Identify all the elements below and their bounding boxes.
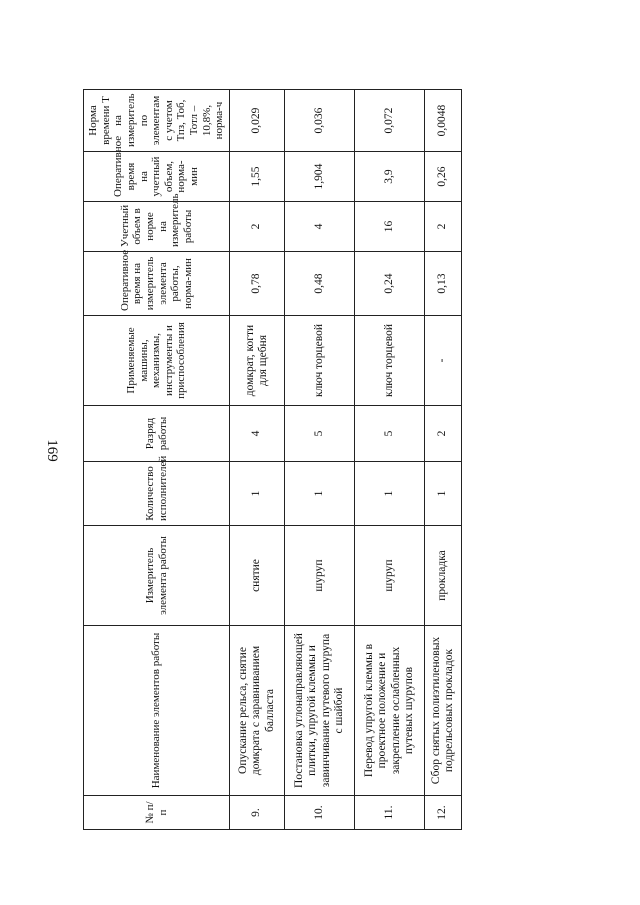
header-op-volume: Оперативное время на учетный объем, норма-мин — [84, 152, 230, 202]
cell-norm: 0,036 — [285, 90, 355, 152]
table-row — [230, 90, 285, 830]
cell-workers: 1 — [355, 462, 425, 526]
header-op-time: Оперативное время на измеритель элемента работы, норма-мин — [84, 252, 230, 316]
cell-op-volume: 3,9 — [355, 152, 425, 202]
cell-name: Перевод упругой клеммы в проектное положение и закрепление ослабленных путевых шурупов — [355, 626, 425, 796]
cell-tools: - — [425, 316, 462, 406]
cell-op-volume: 1,55 — [230, 152, 285, 202]
table-row — [425, 90, 462, 830]
cell-workers: 1 — [425, 462, 462, 526]
cell-num: 11. — [355, 796, 425, 830]
work-elements-table — [83, 89, 462, 830]
cell-op-volume: 1,904 — [285, 152, 355, 202]
cell-volume: 16 — [355, 202, 425, 252]
cell-op-time: 0,48 — [285, 252, 355, 316]
table-row — [355, 90, 425, 830]
cell-norm: 0,029 — [230, 90, 285, 152]
cell-op-time: 0,24 — [355, 252, 425, 316]
table-header-row — [84, 90, 230, 830]
cell-op-volume: 0,26 — [425, 152, 462, 202]
header-tools: Применяемые машины, механизмы, инструменты и приспособления — [84, 316, 230, 406]
cell-tools: домкрат, когти для щебня — [230, 316, 285, 406]
cell-op-time: 0,13 — [425, 252, 462, 316]
header-num: № п/п — [84, 796, 230, 830]
cell-workers: 1 — [285, 462, 355, 526]
page-number: 169 — [43, 439, 60, 462]
cell-grade: 5 — [355, 406, 425, 462]
cell-unit: шуруп — [285, 526, 355, 626]
header-name: Наименование элементов работы — [84, 626, 230, 796]
cell-num: 12. — [425, 796, 462, 830]
cell-op-time: 0,78 — [230, 252, 285, 316]
cell-volume: 2 — [230, 202, 285, 252]
cell-num: 10. — [285, 796, 355, 830]
cell-tools: ключ торцевой — [285, 316, 355, 406]
cell-volume: 2 — [425, 202, 462, 252]
cell-unit: снятие — [230, 526, 285, 626]
header-unit: Измеритель элемента работы — [84, 526, 230, 626]
cell-grade: 2 — [425, 406, 462, 462]
table-row — [285, 90, 355, 830]
cell-workers: 1 — [230, 462, 285, 526]
cell-num: 9. — [230, 796, 285, 830]
header-grade: Разряд работы — [84, 406, 230, 462]
cell-name: Опускание рельса, снятие домкрата с заравниванием балласта — [230, 626, 285, 796]
rotated-table-container — [83, 90, 456, 830]
header-workers: Количество исполнителей — [84, 462, 230, 526]
header-norm: Норма времени Т на измеритель по элементам с учетом Тпз, Тоб, Тотл – 10,8%, норма-ч — [84, 90, 230, 152]
cell-unit: шуруп — [355, 526, 425, 626]
cell-tools: ключ торцевой — [355, 316, 425, 406]
cell-norm: 0,072 — [355, 90, 425, 152]
cell-unit: прокладка — [425, 526, 462, 626]
cell-name: Постановка углонаправляющей плитки, упругой клеммы и завинчивание путевого шурупа с шайбой — [285, 626, 355, 796]
cell-volume: 4 — [285, 202, 355, 252]
cell-grade: 4 — [230, 406, 285, 462]
cell-name: Сбор снятых полиэтиленовых подрельсовых прокладок — [425, 626, 462, 796]
header-volume: Учетный объем в норме на измеритель работы — [84, 202, 230, 252]
cell-grade: 5 — [285, 406, 355, 462]
cell-norm: 0,0048 — [425, 90, 462, 152]
